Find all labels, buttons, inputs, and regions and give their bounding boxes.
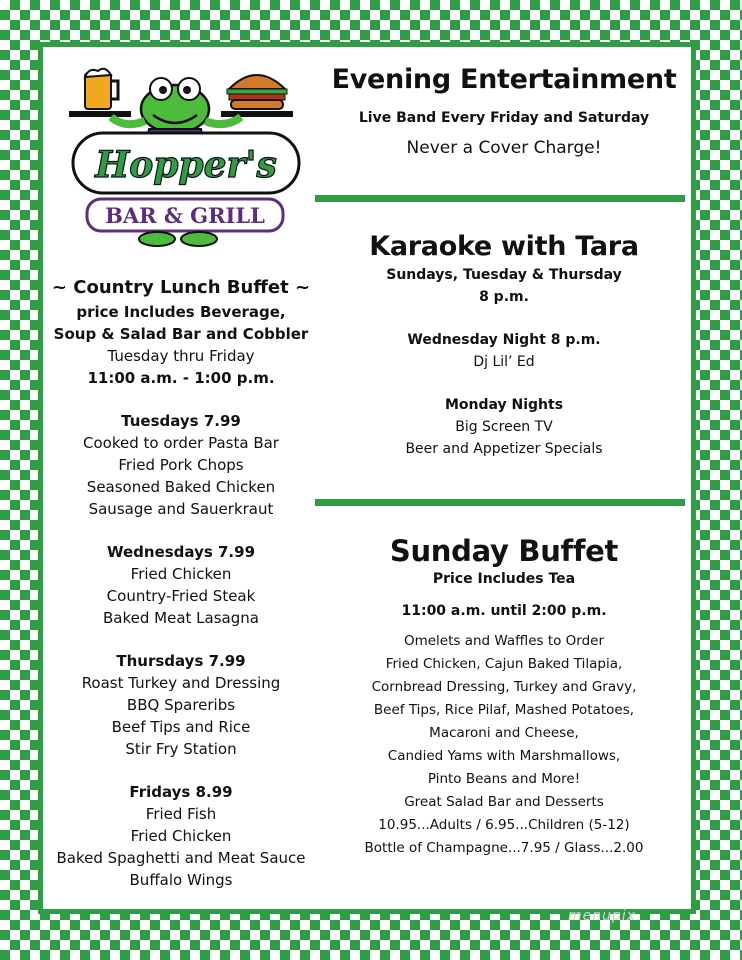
lunch-heading: ~ Country Lunch Buffet ~	[51, 277, 311, 298]
menu-item: Fried Chicken	[130, 565, 232, 583]
lunch-section-wednesday	[49, 541, 313, 629]
menu-item: Fried Fish	[145, 805, 217, 823]
live-band-line: Live Band Every Friday and Saturday	[358, 110, 650, 126]
menu-item: Seasoned Baked Chicken	[86, 478, 276, 496]
section-title: Tuesdays 7.99	[121, 412, 241, 430]
menu-item: Sausage and Sauerkraut	[88, 500, 274, 518]
section-title: Wednesdays 7.99	[106, 543, 256, 561]
menu-item: Beef Tips, Rice Pilaf, Mashed Potatoes,	[373, 702, 635, 718]
menu-item: Baked Spaghetti and Meat Sauce	[56, 849, 306, 867]
menu-item: Baked Meat Lasagna	[103, 609, 259, 627]
menu-item: Candied Yams with Marshmallows,	[387, 748, 621, 764]
frog-mascot-icon	[65, 59, 315, 249]
right-column	[315, 63, 693, 860]
burger-icon	[227, 75, 287, 109]
menu-item: Fried Chicken, Cajun Baked Tilapia,	[385, 656, 623, 672]
lunch-section-friday	[49, 781, 313, 891]
menu-item: Country-Fried Steak	[106, 587, 256, 605]
section-divider	[315, 499, 685, 506]
menu-item: Stir Fry Station	[125, 740, 237, 758]
lunch-sub2: Soup & Salad Bar and Cobbler	[53, 325, 309, 343]
menu-item: BBQ Spareribs	[126, 696, 236, 714]
cover-charge-line: Never a Cover Charge!	[406, 138, 602, 158]
menu-item: Macaroni and Cheese,	[429, 725, 579, 741]
menu-item: Buffalo Wings	[129, 871, 233, 889]
section-divider	[315, 195, 685, 202]
menu-item: Great Salad Bar and Desserts	[404, 794, 604, 810]
lunch-section-tuesday	[49, 410, 313, 520]
sunday-section	[315, 534, 693, 860]
menu-panel	[38, 42, 696, 914]
svg-text:BAR & GRILL: BAR & GRILL	[105, 203, 265, 228]
menu-item: Fried Chicken	[130, 827, 232, 845]
section-title: Fridays 8.99	[129, 783, 233, 801]
entertainment-section	[315, 63, 693, 159]
section-title: Thursdays 7.99	[116, 652, 246, 670]
menu-item: 10.95...Adults / 6.95...Children (5-12)	[378, 817, 630, 833]
karaoke-section	[315, 230, 693, 460]
menu-item: Fried Pork Chops	[118, 456, 244, 474]
lunch-days: Tuesday thru Friday	[107, 347, 255, 365]
menu-item: Pinto Beans and More!	[427, 771, 581, 787]
lunch-sub1: price Includes Beverage,	[76, 303, 286, 321]
sunday-hours: 11:00 a.m. until 2:00 p.m.	[401, 603, 607, 619]
lunch-buffet-column	[49, 275, 313, 891]
entertainment-heading: Evening Entertainment	[331, 64, 677, 95]
karaoke-days: Sundays, Tuesday & Thursday	[386, 267, 622, 283]
svg-text:Hopper's: Hopper's	[95, 144, 277, 186]
wednesday-title: Wednesday Night 8 p.m.	[407, 332, 601, 348]
menu-item: Bottle of Champagne...7.95 / Glass...2.00	[364, 840, 644, 856]
sunday-heading: Sunday Buffet	[389, 534, 619, 568]
karaoke-time: 8 p.m.	[479, 289, 529, 305]
menu-item: Omelets and Waffles to Order	[403, 633, 605, 649]
menu-item: Beef Tips and Rice	[111, 718, 251, 736]
watermark: menupix	[568, 908, 637, 924]
menu-item: Roast Turkey and Dressing	[81, 674, 281, 692]
lunch-section-thursday	[49, 650, 313, 760]
menu-item: Cooked to order Pasta Bar	[83, 434, 279, 452]
hoppers-logo	[65, 59, 315, 249]
lunch-hours: 11:00 a.m. - 1:00 p.m.	[87, 369, 275, 387]
wednesday-dj: Dj Lil’ Ed	[473, 354, 535, 370]
beer-mug-icon	[85, 69, 118, 109]
menu-item: Cornbread Dressing, Turkey and Gravy,	[371, 679, 637, 695]
monday-title: Monday Nights	[444, 397, 564, 413]
monday-line1: Big Screen TV	[455, 419, 553, 435]
sunday-tea: Price Includes Tea	[432, 571, 576, 587]
monday-line2: Beer and Appetizer Specials	[405, 441, 603, 457]
karaoke-heading: Karaoke with Tara	[369, 231, 639, 262]
